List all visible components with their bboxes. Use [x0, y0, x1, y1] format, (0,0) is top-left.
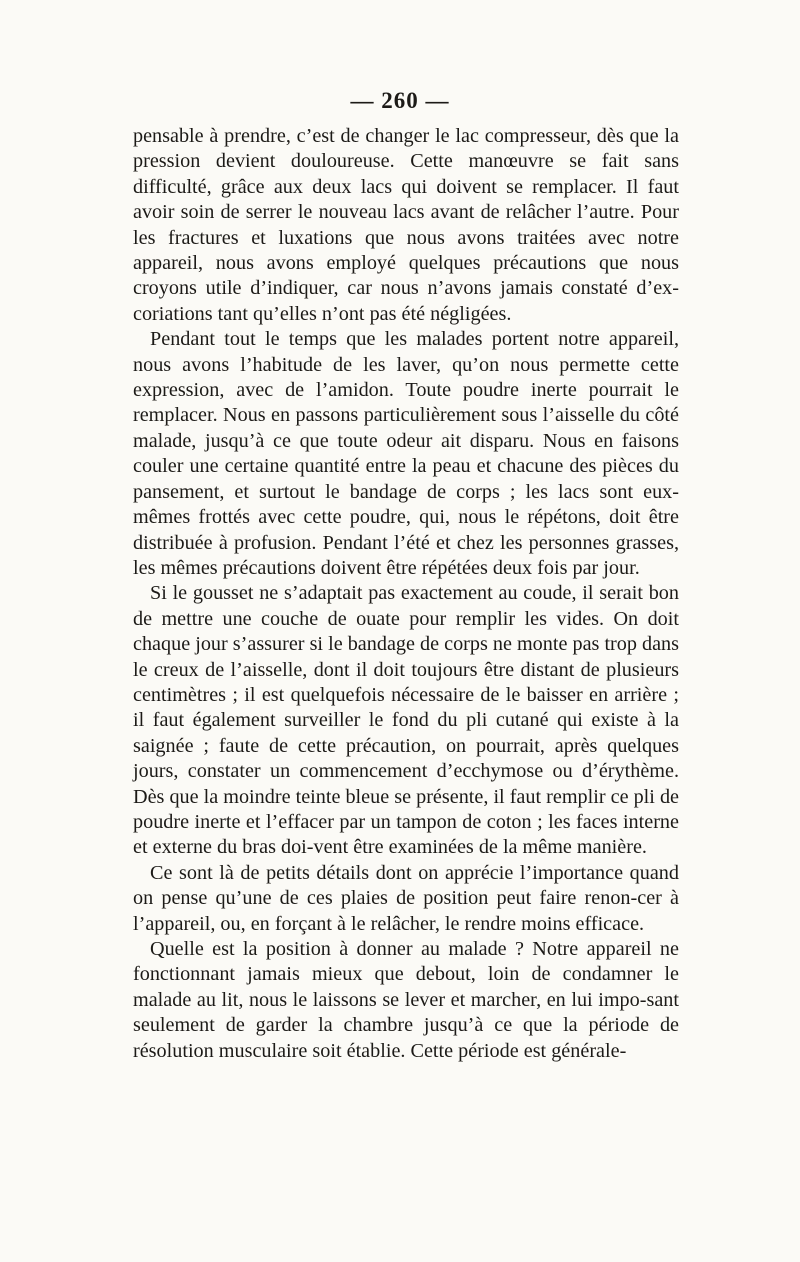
- paragraph-3: Si le gousset ne s’adaptait pas exactement au coude, il serait bon de mettre une couche de ouate pour remplir les vides. On doit chaque jour s’assurer si le bandage de corps ne monte pas trop dans le creux de l’aisselle, dont il doit toujours être distant de plusieurs centimètres ; il est quelquefois nécessaire de le baisser en arrière ; il faut également surveiller le fond du pli cutané qui existe à la saignée ; faute de cette précaution, on pourrait, après quelques jours, constater un commencement d’ecchymose ou d’érythème. Dès que la moindre teinte bleue se présente, il faut remplir ce pli de poudre inerte et l’effacer par un tampon de coton ; les faces interne et externe du bras doi-vent être examinées de la même manière.: [133, 582, 680, 859]
- paragraph-1: pensable à prendre, c’est de changer le lac compresseur, dès que la pression devient douloureuse. Cette manœuvre se fait sans difficulté, grâce aux deux lacs qui doivent se remplacer. Il faut avoir soin de serrer le nouveau lacs avant de relâcher l’autre. Pour les fractures et luxations que nous avons traitées avec notre appareil, nous avons employé quelques précautions que nous croyons utile d’indiquer, car nous n’avons jamais constaté d’ex-coriations tant qu’elles n’ont pas été négligées.: [133, 125, 679, 325]
- paragraph-4: Ce sont là de petits détails dont on apprécie l’importance quand on pense qu’une de ces plaies de position peut faire renon-cer à l’appareil, ou, en forçant à le relâcher, le rendre moins efficace.: [133, 861, 679, 935]
- body-text: [133, 124, 679, 1064]
- paragraph-5: Quelle est la position à donner au malade ? Notre appareil ne fonctionnant jamais mieux que debout, loin de condamner le malade au lit, nous le laissons se lever et marcher, en lui impo-sant seulement de garder la chambre jusqu’à ce que la période de résolution musculaire soit établie. Cette période est générale-: [133, 938, 679, 1062]
- page-number: — 260 —: [350, 88, 450, 113]
- paragraph-2: Pendant tout le temps que les malades portent notre appareil, nous avons l’habitude de les laver, qu’on nous permette cette expression, avec de l’amidon. Toute poudre inerte pourrait le remplacer. Nous en passons particulièrement sous l’aisselle du côté malade, jusqu’à ce que toute odeur ait disparu. Nous en faisons couler une certaine quantité entre la peau et chacune des pièces du pansement, et surtout le bandage de corps ; les lacs sont eux-mêmes frottés avec cette poudre, qui, nous le répétons, doit être distribuée à profusion. Pendant l’été et chez les personnes grasses, les mêmes précautions doivent être répétées deux fois par jour.: [133, 328, 679, 579]
